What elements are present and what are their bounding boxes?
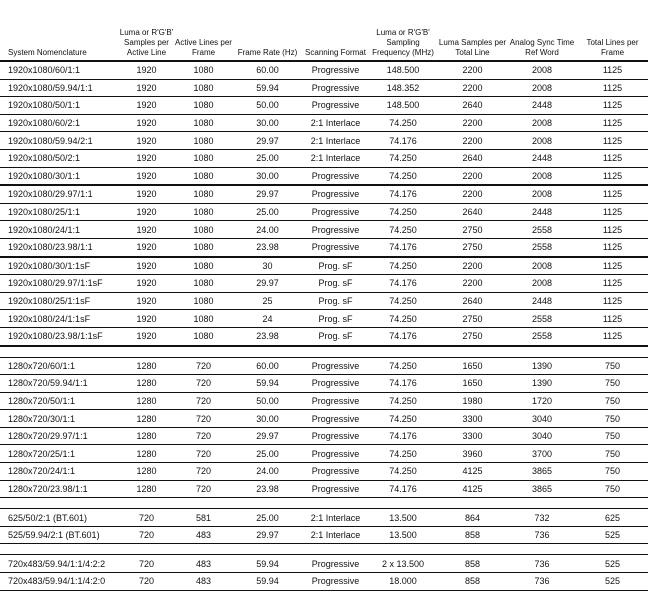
cell-frame-rate: 50.00 [232, 97, 303, 115]
cell-active-lines: 1080 [175, 275, 232, 293]
group-separator [0, 346, 648, 358]
cell-total-lines: 1125 [577, 238, 648, 256]
table-row [0, 292, 648, 310]
cell-scanning-format: Progressive [303, 427, 368, 445]
col-header-total-lines: Total Lines per Frame [577, 0, 648, 61]
table-body [0, 61, 648, 590]
table-row [0, 167, 648, 185]
cell-sampling-frequency: 74.250 [368, 410, 438, 428]
cell-total-lines: 525 [577, 573, 648, 591]
cell-active-samples: 1920 [118, 79, 175, 97]
cell-sampling-frequency: 18.000 [368, 573, 438, 591]
cell-active-samples: 720 [118, 573, 175, 591]
cell-total-samples: 2200 [438, 167, 507, 185]
cell-total-samples: 2200 [438, 185, 507, 203]
table-row [0, 573, 648, 591]
cell-total-samples: 1650 [438, 357, 507, 375]
cell-system: 1920x1080/24/1:1sF [0, 310, 118, 328]
cell-scanning-format: Progressive [303, 79, 368, 97]
cell-scanning-format: Prog. sF [303, 292, 368, 310]
cell-active-lines: 483 [175, 555, 232, 573]
cell-frame-rate: 30.00 [232, 167, 303, 185]
cell-total-lines: 1125 [577, 185, 648, 203]
cell-total-lines: 1125 [577, 221, 648, 239]
cell-total-samples: 3960 [438, 445, 507, 463]
table-row [0, 427, 648, 445]
table-row [0, 132, 648, 150]
cell-scanning-format: Prog. sF [303, 275, 368, 293]
cell-sampling-frequency: 74.176 [368, 427, 438, 445]
cell-active-samples: 1920 [118, 292, 175, 310]
col-header-active-lines: Active Lines per Frame [175, 0, 232, 61]
cell-active-lines: 483 [175, 573, 232, 591]
cell-total-samples: 1650 [438, 375, 507, 393]
cell-active-samples: 1920 [118, 327, 175, 345]
cell-system: 1920x1080/50/1:1 [0, 97, 118, 115]
cell-sampling-frequency: 74.250 [368, 257, 438, 275]
cell-total-lines: 525 [577, 555, 648, 573]
cell-sync-ref: 2008 [507, 257, 577, 275]
cell-sync-ref: 736 [507, 573, 577, 591]
cell-total-lines: 1125 [577, 310, 648, 328]
cell-total-samples: 4125 [438, 480, 507, 498]
cell-sync-ref: 3865 [507, 480, 577, 498]
cell-active-lines: 1080 [175, 310, 232, 328]
col-header-samples-per-total-line: Luma Samples per Total Line [438, 0, 507, 61]
cell-system: 1920x1080/23.98/1:1sF [0, 327, 118, 345]
cell-active-samples: 720 [118, 526, 175, 544]
cell-sync-ref: 732 [507, 509, 577, 527]
cell-sync-ref: 2008 [507, 61, 577, 79]
cell-active-samples: 1920 [118, 114, 175, 132]
cell-active-lines: 581 [175, 509, 232, 527]
col-header-analog-sync-time-ref: Analog Sync Time Ref Word [507, 0, 577, 61]
cell-sync-ref: 2448 [507, 97, 577, 115]
cell-active-lines: 720 [175, 357, 232, 375]
cell-sampling-frequency: 13.500 [368, 526, 438, 544]
col-header-samples-per-active-line: Luma or R'G'B' Samples per Active Line [118, 0, 175, 61]
cell-total-samples: 2200 [438, 132, 507, 150]
cell-total-lines: 750 [577, 463, 648, 481]
cell-active-lines: 1080 [175, 97, 232, 115]
cell-active-samples: 1920 [118, 275, 175, 293]
cell-active-lines: 1080 [175, 61, 232, 79]
cell-scanning-format: Prog. sF [303, 310, 368, 328]
cell-system: 1920x1080/29.97/1:1sF [0, 275, 118, 293]
table-row [0, 185, 648, 203]
table-row [0, 114, 648, 132]
cell-active-lines: 720 [175, 375, 232, 393]
cell-total-lines: 1125 [577, 114, 648, 132]
table-row [0, 275, 648, 293]
table-row [0, 238, 648, 256]
cell-scanning-format: Progressive [303, 97, 368, 115]
cell-active-samples: 1280 [118, 480, 175, 498]
cell-total-lines: 1125 [577, 149, 648, 167]
cell-total-samples: 858 [438, 526, 507, 544]
table-row [0, 410, 648, 428]
cell-system: 1920x1080/23.98/1:1 [0, 238, 118, 256]
cell-scanning-format: Progressive [303, 167, 368, 185]
cell-sync-ref: 3040 [507, 410, 577, 428]
header-row [0, 0, 648, 61]
table-row [0, 509, 648, 527]
cell-sync-ref: 1390 [507, 357, 577, 375]
cell-total-lines: 1125 [577, 257, 648, 275]
cell-frame-rate: 25.00 [232, 509, 303, 527]
cell-active-lines: 1080 [175, 149, 232, 167]
cell-frame-rate: 25.00 [232, 149, 303, 167]
cell-active-lines: 720 [175, 480, 232, 498]
cell-frame-rate: 30 [232, 257, 303, 275]
cell-sync-ref: 3040 [507, 427, 577, 445]
cell-sync-ref: 2008 [507, 79, 577, 97]
cell-scanning-format: Progressive [303, 480, 368, 498]
cell-frame-rate: 25.00 [232, 203, 303, 221]
cell-active-samples: 1280 [118, 445, 175, 463]
cell-frame-rate: 29.97 [232, 185, 303, 203]
cell-total-lines: 1125 [577, 61, 648, 79]
cell-sampling-frequency: 148.352 [368, 79, 438, 97]
col-header-system-nomenclature: System Nomenclature [0, 0, 118, 61]
cell-sampling-frequency: 74.176 [368, 327, 438, 345]
cell-scanning-format: Prog. sF [303, 257, 368, 275]
table-row [0, 97, 648, 115]
table-row [0, 375, 648, 393]
cell-frame-rate: 59.94 [232, 573, 303, 591]
table-row [0, 203, 648, 221]
cell-active-lines: 1080 [175, 238, 232, 256]
cell-system: 625/50/2:1 (BT.601) [0, 509, 118, 527]
cell-system: 1920x1080/50/2:1 [0, 149, 118, 167]
cell-sampling-frequency: 74.250 [368, 357, 438, 375]
cell-total-samples: 2640 [438, 292, 507, 310]
cell-total-lines: 625 [577, 509, 648, 527]
cell-active-lines: 1080 [175, 167, 232, 185]
cell-active-samples: 1280 [118, 410, 175, 428]
cell-sampling-frequency: 74.250 [368, 392, 438, 410]
cell-total-samples: 2750 [438, 327, 507, 345]
cell-active-lines: 1080 [175, 132, 232, 150]
cell-sync-ref: 1720 [507, 392, 577, 410]
cell-active-lines: 720 [175, 463, 232, 481]
cell-scanning-format: 2:1 Interlace [303, 114, 368, 132]
table-row [0, 463, 648, 481]
cell-scanning-format: Progressive [303, 445, 368, 463]
cell-sync-ref: 2008 [507, 167, 577, 185]
separator-cell [0, 498, 648, 509]
cell-active-lines: 720 [175, 445, 232, 463]
col-header-frame-rate: Frame Rate (Hz) [232, 0, 303, 61]
cell-active-samples: 720 [118, 555, 175, 573]
cell-scanning-format: Progressive [303, 375, 368, 393]
cell-frame-rate: 24.00 [232, 221, 303, 239]
cell-active-samples: 1920 [118, 257, 175, 275]
cell-system: 525/59.94/2:1 (BT.601) [0, 526, 118, 544]
cell-active-samples: 1920 [118, 132, 175, 150]
cell-active-samples: 1920 [118, 203, 175, 221]
cell-frame-rate: 50.00 [232, 392, 303, 410]
cell-total-lines: 1125 [577, 79, 648, 97]
cell-sampling-frequency: 13.500 [368, 509, 438, 527]
cell-active-lines: 1080 [175, 292, 232, 310]
cell-system: 1920x1080/30/1:1 [0, 167, 118, 185]
cell-active-samples: 1920 [118, 185, 175, 203]
cell-sync-ref: 2558 [507, 327, 577, 345]
cell-total-lines: 750 [577, 410, 648, 428]
cell-total-samples: 2640 [438, 149, 507, 167]
cell-sync-ref: 2558 [507, 310, 577, 328]
cell-sampling-frequency: 74.250 [368, 114, 438, 132]
cell-active-samples: 1920 [118, 238, 175, 256]
cell-sync-ref: 2008 [507, 185, 577, 203]
cell-total-samples: 2200 [438, 61, 507, 79]
cell-active-samples: 1920 [118, 61, 175, 79]
cell-scanning-format: Prog. sF [303, 327, 368, 345]
cell-frame-rate: 29.97 [232, 275, 303, 293]
cell-system: 720x483/59.94/1:1/4:2:2 [0, 555, 118, 573]
cell-sampling-frequency: 74.250 [368, 310, 438, 328]
cell-active-lines: 1080 [175, 114, 232, 132]
cell-scanning-format: Progressive [303, 203, 368, 221]
col-header-scanning-format: Scanning Format [303, 0, 368, 61]
cell-scanning-format: Progressive [303, 392, 368, 410]
cell-sync-ref: 736 [507, 526, 577, 544]
cell-active-lines: 720 [175, 392, 232, 410]
cell-sampling-frequency: 148.500 [368, 97, 438, 115]
cell-sampling-frequency: 74.250 [368, 203, 438, 221]
cell-scanning-format: 2:1 Interlace [303, 509, 368, 527]
cell-sampling-frequency: 148.500 [368, 61, 438, 79]
cell-scanning-format: 2:1 Interlace [303, 149, 368, 167]
cell-frame-rate: 23.98 [232, 327, 303, 345]
cell-frame-rate: 24 [232, 310, 303, 328]
table-row [0, 480, 648, 498]
cell-active-samples: 1920 [118, 221, 175, 239]
cell-active-samples: 1920 [118, 97, 175, 115]
cell-sampling-frequency: 74.176 [368, 185, 438, 203]
cell-sampling-frequency: 2 x 13.500 [368, 555, 438, 573]
cell-sync-ref: 2558 [507, 221, 577, 239]
cell-system: 1280x720/25/1:1 [0, 445, 118, 463]
cell-total-samples: 858 [438, 573, 507, 591]
cell-system: 1920x1080/24/1:1 [0, 221, 118, 239]
cell-active-lines: 720 [175, 410, 232, 428]
cell-frame-rate: 25.00 [232, 445, 303, 463]
table-row [0, 221, 648, 239]
cell-frame-rate: 59.94 [232, 79, 303, 97]
table-row [0, 327, 648, 345]
cell-sampling-frequency: 74.176 [368, 275, 438, 293]
cell-total-samples: 2200 [438, 275, 507, 293]
cell-sync-ref: 2448 [507, 292, 577, 310]
cell-frame-rate: 29.97 [232, 526, 303, 544]
cell-frame-rate: 30.00 [232, 114, 303, 132]
table-row [0, 61, 648, 79]
cell-sync-ref: 2448 [507, 203, 577, 221]
col-header-sampling-frequency: Luma or R'G'B' Sampling Frequency (MHz) [368, 0, 438, 61]
cell-sync-ref: 1390 [507, 375, 577, 393]
cell-frame-rate: 24.00 [232, 463, 303, 481]
cell-system: 1280x720/23.98/1:1 [0, 480, 118, 498]
cell-active-samples: 1280 [118, 392, 175, 410]
cell-active-lines: 720 [175, 427, 232, 445]
cell-total-lines: 1125 [577, 97, 648, 115]
cell-active-lines: 1080 [175, 327, 232, 345]
table-row [0, 357, 648, 375]
cell-total-lines: 750 [577, 445, 648, 463]
cell-sampling-frequency: 74.250 [368, 445, 438, 463]
cell-sampling-frequency: 74.250 [368, 149, 438, 167]
cell-total-lines: 1125 [577, 292, 648, 310]
cell-system: 1920x1080/60/1:1 [0, 61, 118, 79]
cell-frame-rate: 59.94 [232, 375, 303, 393]
cell-sampling-frequency: 74.250 [368, 221, 438, 239]
cell-sampling-frequency: 74.176 [368, 480, 438, 498]
cell-system: 1920x1080/60/2:1 [0, 114, 118, 132]
cell-scanning-format: Progressive [303, 221, 368, 239]
table-row [0, 149, 648, 167]
cell-system: 1280x720/29.97/1:1 [0, 427, 118, 445]
cell-scanning-format: 2:1 Interlace [303, 526, 368, 544]
cell-scanning-format: Progressive [303, 463, 368, 481]
cell-active-samples: 1920 [118, 167, 175, 185]
cell-sync-ref: 736 [507, 555, 577, 573]
cell-sampling-frequency: 74.250 [368, 463, 438, 481]
cell-total-samples: 2640 [438, 203, 507, 221]
cell-frame-rate: 23.98 [232, 480, 303, 498]
cell-total-samples: 864 [438, 509, 507, 527]
cell-active-lines: 1080 [175, 257, 232, 275]
cell-active-samples: 1280 [118, 463, 175, 481]
cell-sync-ref: 2448 [507, 149, 577, 167]
cell-total-samples: 3300 [438, 410, 507, 428]
cell-sampling-frequency: 74.250 [368, 292, 438, 310]
cell-system: 1280x720/59.94/1:1 [0, 375, 118, 393]
cell-total-samples: 2200 [438, 114, 507, 132]
cell-frame-rate: 30.00 [232, 410, 303, 428]
cell-frame-rate: 60.00 [232, 61, 303, 79]
cell-system: 1280x720/24/1:1 [0, 463, 118, 481]
cell-system: 1920x1080/25/1:1sF [0, 292, 118, 310]
cell-sampling-frequency: 74.176 [368, 375, 438, 393]
cell-frame-rate: 23.98 [232, 238, 303, 256]
cell-total-lines: 750 [577, 427, 648, 445]
cell-active-lines: 483 [175, 526, 232, 544]
cell-active-lines: 1080 [175, 185, 232, 203]
cell-sync-ref: 2558 [507, 238, 577, 256]
separator-cell [0, 544, 648, 555]
group-separator [0, 544, 648, 555]
cell-scanning-format: Progressive [303, 185, 368, 203]
cell-sync-ref: 2008 [507, 114, 577, 132]
cell-sampling-frequency: 74.250 [368, 167, 438, 185]
table-row [0, 257, 648, 275]
cell-scanning-format: Progressive [303, 357, 368, 375]
cell-total-samples: 2200 [438, 257, 507, 275]
cell-total-lines: 750 [577, 392, 648, 410]
separator-cell [0, 346, 648, 358]
cell-total-samples: 2640 [438, 97, 507, 115]
cell-sync-ref: 3700 [507, 445, 577, 463]
cell-active-lines: 1080 [175, 203, 232, 221]
cell-total-lines: 525 [577, 526, 648, 544]
cell-active-samples: 1920 [118, 149, 175, 167]
cell-system: 720x483/59.94/1:1/4:2:0 [0, 573, 118, 591]
cell-frame-rate: 29.97 [232, 427, 303, 445]
cell-system: 1280x720/50/1:1 [0, 392, 118, 410]
cell-total-samples: 2750 [438, 221, 507, 239]
cell-sync-ref: 2008 [507, 275, 577, 293]
cell-scanning-format: Progressive [303, 61, 368, 79]
cell-system: 1920x1080/59.94/1:1 [0, 79, 118, 97]
cell-system: 1280x720/60/1:1 [0, 357, 118, 375]
cell-system: 1280x720/30/1:1 [0, 410, 118, 428]
cell-total-samples: 2750 [438, 310, 507, 328]
cell-total-samples: 3300 [438, 427, 507, 445]
cell-total-samples: 1980 [438, 392, 507, 410]
cell-scanning-format: Progressive [303, 555, 368, 573]
cell-scanning-format: 2:1 Interlace [303, 132, 368, 150]
cell-system: 1920x1080/25/1:1 [0, 203, 118, 221]
cell-scanning-format: Progressive [303, 573, 368, 591]
cell-frame-rate: 59.94 [232, 555, 303, 573]
cell-frame-rate: 25 [232, 292, 303, 310]
table-row [0, 555, 648, 573]
cell-total-samples: 2750 [438, 238, 507, 256]
cell-active-lines: 1080 [175, 79, 232, 97]
table-row [0, 392, 648, 410]
cell-total-samples: 858 [438, 555, 507, 573]
cell-active-samples: 1920 [118, 310, 175, 328]
cell-active-samples: 1280 [118, 427, 175, 445]
table-row [0, 445, 648, 463]
cell-frame-rate: 60.00 [232, 357, 303, 375]
cell-scanning-format: Progressive [303, 410, 368, 428]
cell-total-lines: 750 [577, 480, 648, 498]
cell-total-samples: 4125 [438, 463, 507, 481]
cell-system: 1920x1080/30/1:1sF [0, 257, 118, 275]
cell-total-lines: 1125 [577, 275, 648, 293]
cell-system: 1920x1080/29.97/1:1 [0, 185, 118, 203]
cell-scanning-format: Progressive [303, 238, 368, 256]
cell-active-lines: 1080 [175, 221, 232, 239]
cell-total-lines: 1125 [577, 167, 648, 185]
cell-total-lines: 750 [577, 357, 648, 375]
cell-sampling-frequency: 74.176 [368, 238, 438, 256]
cell-total-lines: 750 [577, 375, 648, 393]
cell-sync-ref: 2008 [507, 132, 577, 150]
cell-frame-rate: 29.97 [232, 132, 303, 150]
cell-total-lines: 1125 [577, 132, 648, 150]
table-row [0, 526, 648, 544]
cell-total-samples: 2200 [438, 79, 507, 97]
cell-system: 1920x1080/59.94/2:1 [0, 132, 118, 150]
table-row [0, 310, 648, 328]
group-separator [0, 498, 648, 509]
cell-sync-ref: 3865 [507, 463, 577, 481]
cell-active-samples: 1280 [118, 375, 175, 393]
cell-total-lines: 1125 [577, 327, 648, 345]
cell-total-lines: 1125 [577, 203, 648, 221]
cell-active-samples: 720 [118, 509, 175, 527]
cell-active-samples: 1280 [118, 357, 175, 375]
table-row [0, 79, 648, 97]
cell-sampling-frequency: 74.176 [368, 132, 438, 150]
